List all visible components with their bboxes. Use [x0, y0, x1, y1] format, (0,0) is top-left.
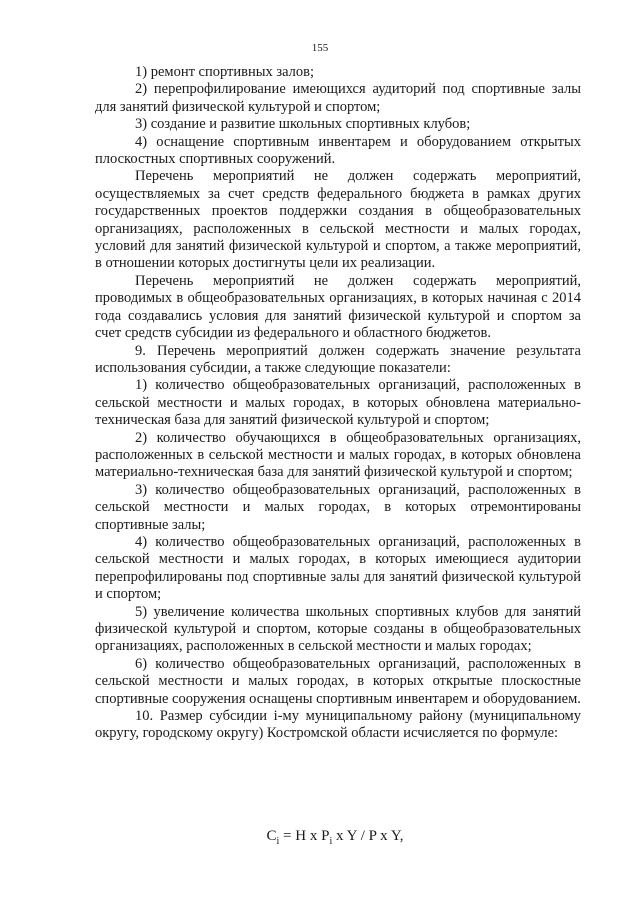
paragraph-4: 4) оснащение спортивным инвентарем и оборудованием открытых плоскостных спортивных сооружений.: [95, 133, 581, 168]
paragraph-3: 3) создание и развитие школьных спортивных клубов;: [135, 116, 471, 133]
formula-c: C: [266, 828, 277, 844]
formula-middle: = H x P: [279, 828, 330, 844]
paragraph-6: Перечень мероприятий не должен содержать мероприятий, проводимых в общеобразовательных организациях, в которых начиная с 2014 года создавались условия для занятий физической культурой и спортом за счет средств субсидии из федерального и областного бюджетов.: [95, 272, 581, 342]
paragraph-9: 2) количество обучающихся в общеобразовательных организациях, расположенных в сельской местности и малых городах, в которых обновлена материально-техническая база для занятий физической культурой и спортом;: [95, 429, 581, 481]
subsidy-formula: [0, 828, 640, 847]
formula-p-subscript: i: [329, 836, 333, 847]
page-number: 155: [311, 42, 329, 54]
paragraph-8: 1) количество общеобразовательных организаций, расположенных в сельской местности и малых городах, в которых обновлена материально-техническая база для занятий физической культурой и спортом;: [95, 377, 581, 429]
paragraph-2: 2) перепрофилирование имеющихся аудиторий под спортивные залы для занятий физической культурой и спортом;: [95, 81, 581, 115]
formula-rest: x Y / P x Y,: [332, 828, 404, 844]
paragraph-5: Перечень мероприятий не должен содержать мероприятий, осуществляемых за счет средств федерального бюджета в рамках других государственных проектов поддержки создания в общеобразовательных организациях, расположенных в сельской местности и малых городах, условий для занятий физической культурой и спортом, а также мероприятий, в отношении которых достигнуты цели их реализации.: [95, 168, 581, 272]
paragraph-13: 6) количество общеобразовательных организаций, расположенных в сельской местности и малых городах, в которых открытые плоскостные спортивные сооружения оснащены спортивным инвентарем и оборудованием.: [95, 655, 581, 707]
paragraph-14: 10. Размер субсидии i-му муниципальному району (муниципальному округу, городскому округу) Костромской области исчисляется по формуле:: [95, 708, 581, 742]
formula-c-subscript: i: [276, 836, 280, 847]
paragraph-11: 4) количество общеобразовательных организаций, расположенных в сельской местности и малых городах, в которых имеющиеся аудитории перепрофилированы под спортивные залы для занятий физической культурой и спортом;: [95, 533, 581, 603]
paragraph-10: 3) количество общеобразовательных организаций, расположенных в сельской местности и малых городах, в которых отремонтированы спортивные залы;: [95, 481, 581, 533]
body-text: [95, 64, 581, 743]
paragraph-7: 9. Перечень мероприятий должен содержать значение результата использования субсидии, а также следующие показатели:: [95, 342, 581, 376]
paragraph-1: 1) ремонт спортивных залов;: [135, 64, 315, 80]
paragraph-12: 5) увеличение количества школьных спортивных клубов для занятий физической культурой и спортом, которые созданы в общеобразовательных организациях, расположенных в сельской местности и малых городах;: [95, 603, 581, 655]
